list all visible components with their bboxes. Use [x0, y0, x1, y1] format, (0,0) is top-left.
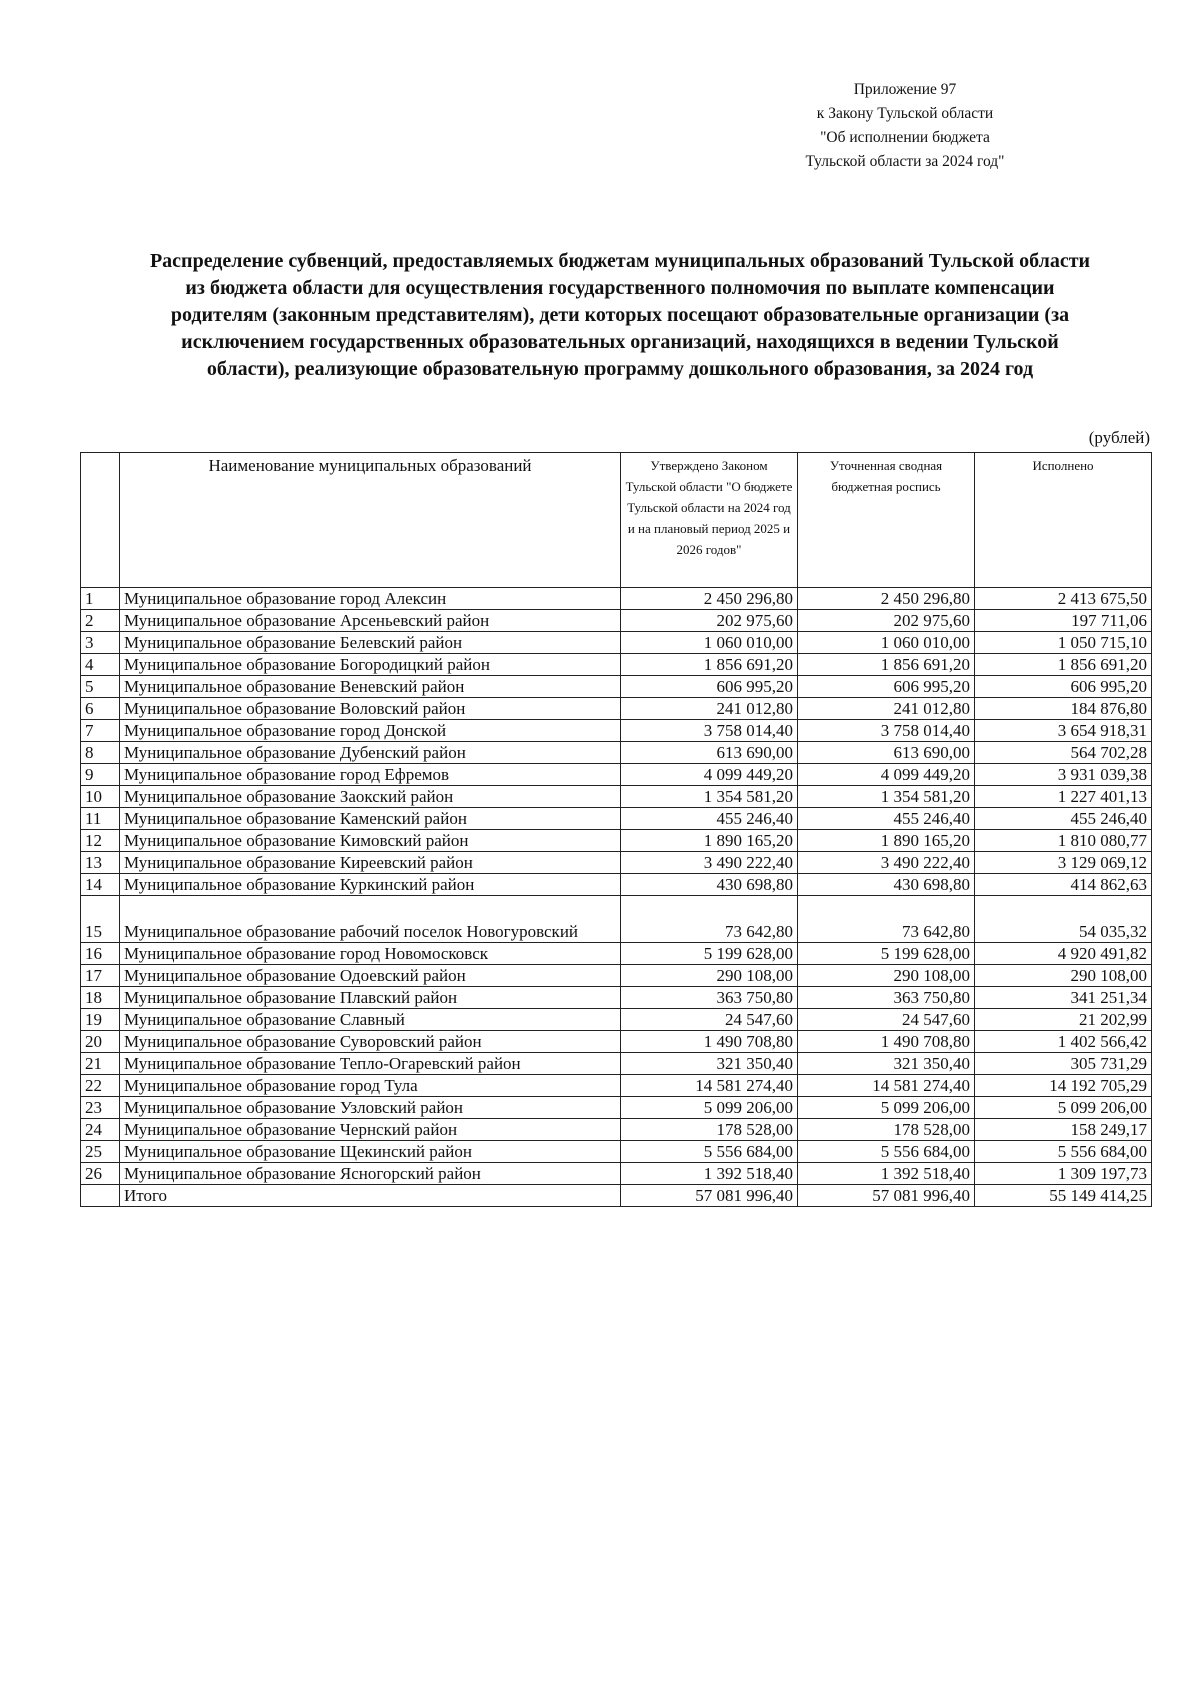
executed-amount: 21 202,99: [975, 1009, 1152, 1031]
unit-label: (рублей): [1088, 428, 1150, 447]
executed-amount: 4 920 491,82: [975, 943, 1152, 965]
approved-amount: 455 246,40: [621, 808, 798, 830]
row-index: 17: [81, 965, 120, 987]
row-index: 23: [81, 1097, 120, 1119]
revised-amount: 1 392 518,40: [798, 1163, 975, 1185]
revised-amount: 5 199 628,00: [798, 943, 975, 965]
approved-amount: 57 081 996,40: [621, 1185, 798, 1207]
row-index: 9: [81, 764, 120, 786]
row-index: 22: [81, 1075, 120, 1097]
municipality-name: Муниципальное образование Щекинский район: [120, 1141, 621, 1163]
revised-amount: 1 060 010,00: [798, 632, 975, 654]
municipality-name: Муниципальное образование Узловский район: [120, 1097, 621, 1119]
table-row: [81, 742, 1152, 764]
row-index: 14: [81, 874, 120, 896]
municipality-name: Муниципальное образование Тепло-Огаревский район: [120, 1053, 621, 1075]
header-index: [81, 453, 120, 588]
municipality-name: Муниципальное образование город Донской: [120, 720, 621, 742]
approved-amount: 4 099 449,20: [621, 764, 798, 786]
executed-amount: 455 246,40: [975, 808, 1152, 830]
table-row: [81, 698, 1152, 720]
approved-amount: 24 547,60: [621, 1009, 798, 1031]
title-line: исключением государственных образовательных организаций, находящихся в ведении Тульской: [181, 331, 1059, 353]
municipality-name: Муниципальное образование Воловский район: [120, 698, 621, 720]
executed-amount: 1 810 080,77: [975, 830, 1152, 852]
revised-amount: 1 856 691,20: [798, 654, 975, 676]
revised-amount: 1 490 708,80: [798, 1031, 975, 1053]
table-total-row: [81, 1185, 1152, 1207]
revised-amount: 3 758 014,40: [798, 720, 975, 742]
appendix-line: Приложение 97: [853, 81, 957, 98]
municipality-name: Муниципальное образование город Алексин: [120, 588, 621, 610]
revised-amount: 606 995,20: [798, 676, 975, 698]
municipality-name: Муниципальное образование город Ефремов: [120, 764, 621, 786]
approved-amount: 613 690,00: [621, 742, 798, 764]
row-index: 7: [81, 720, 120, 742]
table-row: [81, 720, 1152, 742]
municipality-name: Муниципальное образование Суворовский район: [120, 1031, 621, 1053]
municipality-name: Муниципальное образование Ясногорский район: [120, 1163, 621, 1185]
revised-amount: 24 547,60: [798, 1009, 975, 1031]
row-index: 16: [81, 943, 120, 965]
row-index: 3: [81, 632, 120, 654]
table-row: [81, 1031, 1152, 1053]
revised-amount: 2 450 296,80: [798, 588, 975, 610]
approved-amount: 14 581 274,40: [621, 1075, 798, 1097]
table-row: [81, 1141, 1152, 1163]
row-index: 6: [81, 698, 120, 720]
approved-amount: 2 450 296,80: [621, 588, 798, 610]
row-index: [81, 1185, 120, 1207]
title-line: Распределение субвенций, предоставляемых бюджетам муниципальных образований Тульской области: [149, 250, 1091, 272]
approved-amount: 3 758 014,40: [621, 720, 798, 742]
executed-amount: 414 862,63: [975, 874, 1152, 896]
approved-amount: 1 490 708,80: [621, 1031, 798, 1053]
revised-amount: 363 750,80: [798, 987, 975, 1009]
municipality-name: Муниципальное образование Богородицкий район: [120, 654, 621, 676]
header-approved: Утверждено Законом Тульской области "О бюджете Тульской области на 2024 год и на плановый период 2025 и 2026 годов": [621, 453, 798, 588]
appendix-line: Тульской области за 2024 год": [805, 153, 1005, 170]
table-row: [81, 943, 1152, 965]
revised-amount: 73 642,80: [798, 896, 975, 943]
executed-amount: 14 192 705,29: [975, 1075, 1152, 1097]
approved-amount: 606 995,20: [621, 676, 798, 698]
executed-amount: 2 413 675,50: [975, 588, 1152, 610]
municipality-name: Муниципальное образование Кимовский район: [120, 830, 621, 852]
table-row: [81, 808, 1152, 830]
executed-amount: 1 856 691,20: [975, 654, 1152, 676]
row-index: 25: [81, 1141, 120, 1163]
executed-amount: 158 249,17: [975, 1119, 1152, 1141]
municipality-name: Муниципальное образование рабочий поселок Новогуровский: [120, 896, 621, 943]
revised-amount: 1 354 581,20: [798, 786, 975, 808]
executed-amount: 197 711,06: [975, 610, 1152, 632]
municipality-name: Муниципальное образование Веневский район: [120, 676, 621, 698]
revised-amount: 3 490 222,40: [798, 852, 975, 874]
table-row: [81, 676, 1152, 698]
table-row: [81, 632, 1152, 654]
municipality-name: Муниципальное образование Куркинский район: [120, 874, 621, 896]
approved-amount: 5 556 684,00: [621, 1141, 798, 1163]
revised-amount: 613 690,00: [798, 742, 975, 764]
table-row: [81, 1075, 1152, 1097]
municipality-name: Итого: [120, 1185, 621, 1207]
revised-amount: 455 246,40: [798, 808, 975, 830]
revised-amount: 57 081 996,40: [798, 1185, 975, 1207]
approved-amount: 241 012,80: [621, 698, 798, 720]
revised-amount: 4 099 449,20: [798, 764, 975, 786]
approved-amount: 202 975,60: [621, 610, 798, 632]
executed-amount: 184 876,80: [975, 698, 1152, 720]
executed-amount: 5 556 684,00: [975, 1141, 1152, 1163]
municipality-name: Муниципальное образование Дубенский район: [120, 742, 621, 764]
table-row: [81, 1097, 1152, 1119]
title-line: родителям (законным представителям), дети которых посещают образовательные организации (за: [170, 304, 1070, 326]
row-index: 19: [81, 1009, 120, 1031]
row-index: 15: [81, 896, 120, 943]
table-header-row: [81, 453, 1152, 588]
executed-amount: 55 149 414,25: [975, 1185, 1152, 1207]
table-row: [81, 896, 1152, 943]
table-body: [81, 588, 1152, 1207]
approved-amount: 290 108,00: [621, 965, 798, 987]
municipality-name: Муниципальное образование Арсеньевский район: [120, 610, 621, 632]
municipality-name: Муниципальное образование Белевский район: [120, 632, 621, 654]
revised-amount: 241 012,80: [798, 698, 975, 720]
revised-amount: 202 975,60: [798, 610, 975, 632]
row-index: 12: [81, 830, 120, 852]
row-index: 10: [81, 786, 120, 808]
municipality-name: Муниципальное образование Каменский район: [120, 808, 621, 830]
revised-amount: 290 108,00: [798, 965, 975, 987]
executed-amount: 3 931 039,38: [975, 764, 1152, 786]
row-index: 26: [81, 1163, 120, 1185]
table-row: [81, 786, 1152, 808]
table-row: [81, 654, 1152, 676]
executed-amount: 290 108,00: [975, 965, 1152, 987]
approved-amount: 5 099 206,00: [621, 1097, 798, 1119]
table-row: [81, 987, 1152, 1009]
table-row: [81, 1163, 1152, 1185]
revised-amount: 321 350,40: [798, 1053, 975, 1075]
row-index: 5: [81, 676, 120, 698]
document-title: [80, 248, 1160, 383]
header-executed: Исполнено: [975, 453, 1152, 588]
table-row: [81, 1053, 1152, 1075]
table-row: [81, 965, 1152, 987]
approved-amount: 3 490 222,40: [621, 852, 798, 874]
appendix-line: "Об исполнении бюджета: [820, 129, 990, 146]
executed-amount: 3 129 069,12: [975, 852, 1152, 874]
table-row: [81, 874, 1152, 896]
table-row: [81, 830, 1152, 852]
approved-amount: 1 354 581,20: [621, 786, 798, 808]
table-row: [81, 1119, 1152, 1141]
table-row: [81, 852, 1152, 874]
revised-amount: 178 528,00: [798, 1119, 975, 1141]
approved-amount: 5 199 628,00: [621, 943, 798, 965]
appendix-line: к Закону Тульской области: [816, 105, 994, 122]
revised-amount: 5 556 684,00: [798, 1141, 975, 1163]
header-revised: Уточненная сводная бюджетная роспись: [798, 453, 975, 588]
revised-amount: 14 581 274,40: [798, 1075, 975, 1097]
row-index: 11: [81, 808, 120, 830]
approved-amount: 1 890 165,20: [621, 830, 798, 852]
approved-amount: 178 528,00: [621, 1119, 798, 1141]
row-index: 18: [81, 987, 120, 1009]
municipality-name: Муниципальное образование Одоевский район: [120, 965, 621, 987]
row-index: 13: [81, 852, 120, 874]
executed-amount: 5 099 206,00: [975, 1097, 1152, 1119]
municipality-name: Муниципальное образование Заокский район: [120, 786, 621, 808]
subvention-table: [80, 452, 1152, 1207]
executed-amount: 54 035,32: [975, 896, 1152, 943]
executed-amount: 3 654 918,31: [975, 720, 1152, 742]
table-row: [81, 588, 1152, 610]
executed-amount: 1 227 401,13: [975, 786, 1152, 808]
row-index: 4: [81, 654, 120, 676]
appendix-reference: [760, 78, 1050, 174]
row-index: 8: [81, 742, 120, 764]
row-index: 20: [81, 1031, 120, 1053]
approved-amount: 1 060 010,00: [621, 632, 798, 654]
executed-amount: 341 251,34: [975, 987, 1152, 1009]
executed-amount: 1 309 197,73: [975, 1163, 1152, 1185]
approved-amount: 430 698,80: [621, 874, 798, 896]
municipality-name: Муниципальное образование Киреевский район: [120, 852, 621, 874]
approved-amount: 73 642,80: [621, 896, 798, 943]
title-line: области), реализующие образовательную программу дошкольного образования, за 2024 год: [206, 358, 1034, 380]
row-index: 1: [81, 588, 120, 610]
table-row: [81, 1009, 1152, 1031]
title-line: из бюджета области для осуществления государственного полномочия по выплате компенсации: [185, 277, 1055, 299]
approved-amount: 363 750,80: [621, 987, 798, 1009]
row-index: 2: [81, 610, 120, 632]
municipality-name: Муниципальное образование Славный: [120, 1009, 621, 1031]
executed-amount: 305 731,29: [975, 1053, 1152, 1075]
executed-amount: 1 402 566,42: [975, 1031, 1152, 1053]
approved-amount: 1 392 518,40: [621, 1163, 798, 1185]
table-row: [81, 764, 1152, 786]
municipality-name: Муниципальное образование город Тула: [120, 1075, 621, 1097]
approved-amount: 321 350,40: [621, 1053, 798, 1075]
municipality-name: Муниципальное образование Чернский район: [120, 1119, 621, 1141]
table-row: [81, 610, 1152, 632]
header-name: Наименование муниципальных образований: [120, 453, 621, 588]
municipality-name: Муниципальное образование Плавский район: [120, 987, 621, 1009]
executed-amount: 1 050 715,10: [975, 632, 1152, 654]
executed-amount: 564 702,28: [975, 742, 1152, 764]
row-index: 24: [81, 1119, 120, 1141]
revised-amount: 5 099 206,00: [798, 1097, 975, 1119]
executed-amount: 606 995,20: [975, 676, 1152, 698]
revised-amount: 430 698,80: [798, 874, 975, 896]
row-index: 21: [81, 1053, 120, 1075]
municipality-name: Муниципальное образование город Новомосковск: [120, 943, 621, 965]
approved-amount: 1 856 691,20: [621, 654, 798, 676]
revised-amount: 1 890 165,20: [798, 830, 975, 852]
